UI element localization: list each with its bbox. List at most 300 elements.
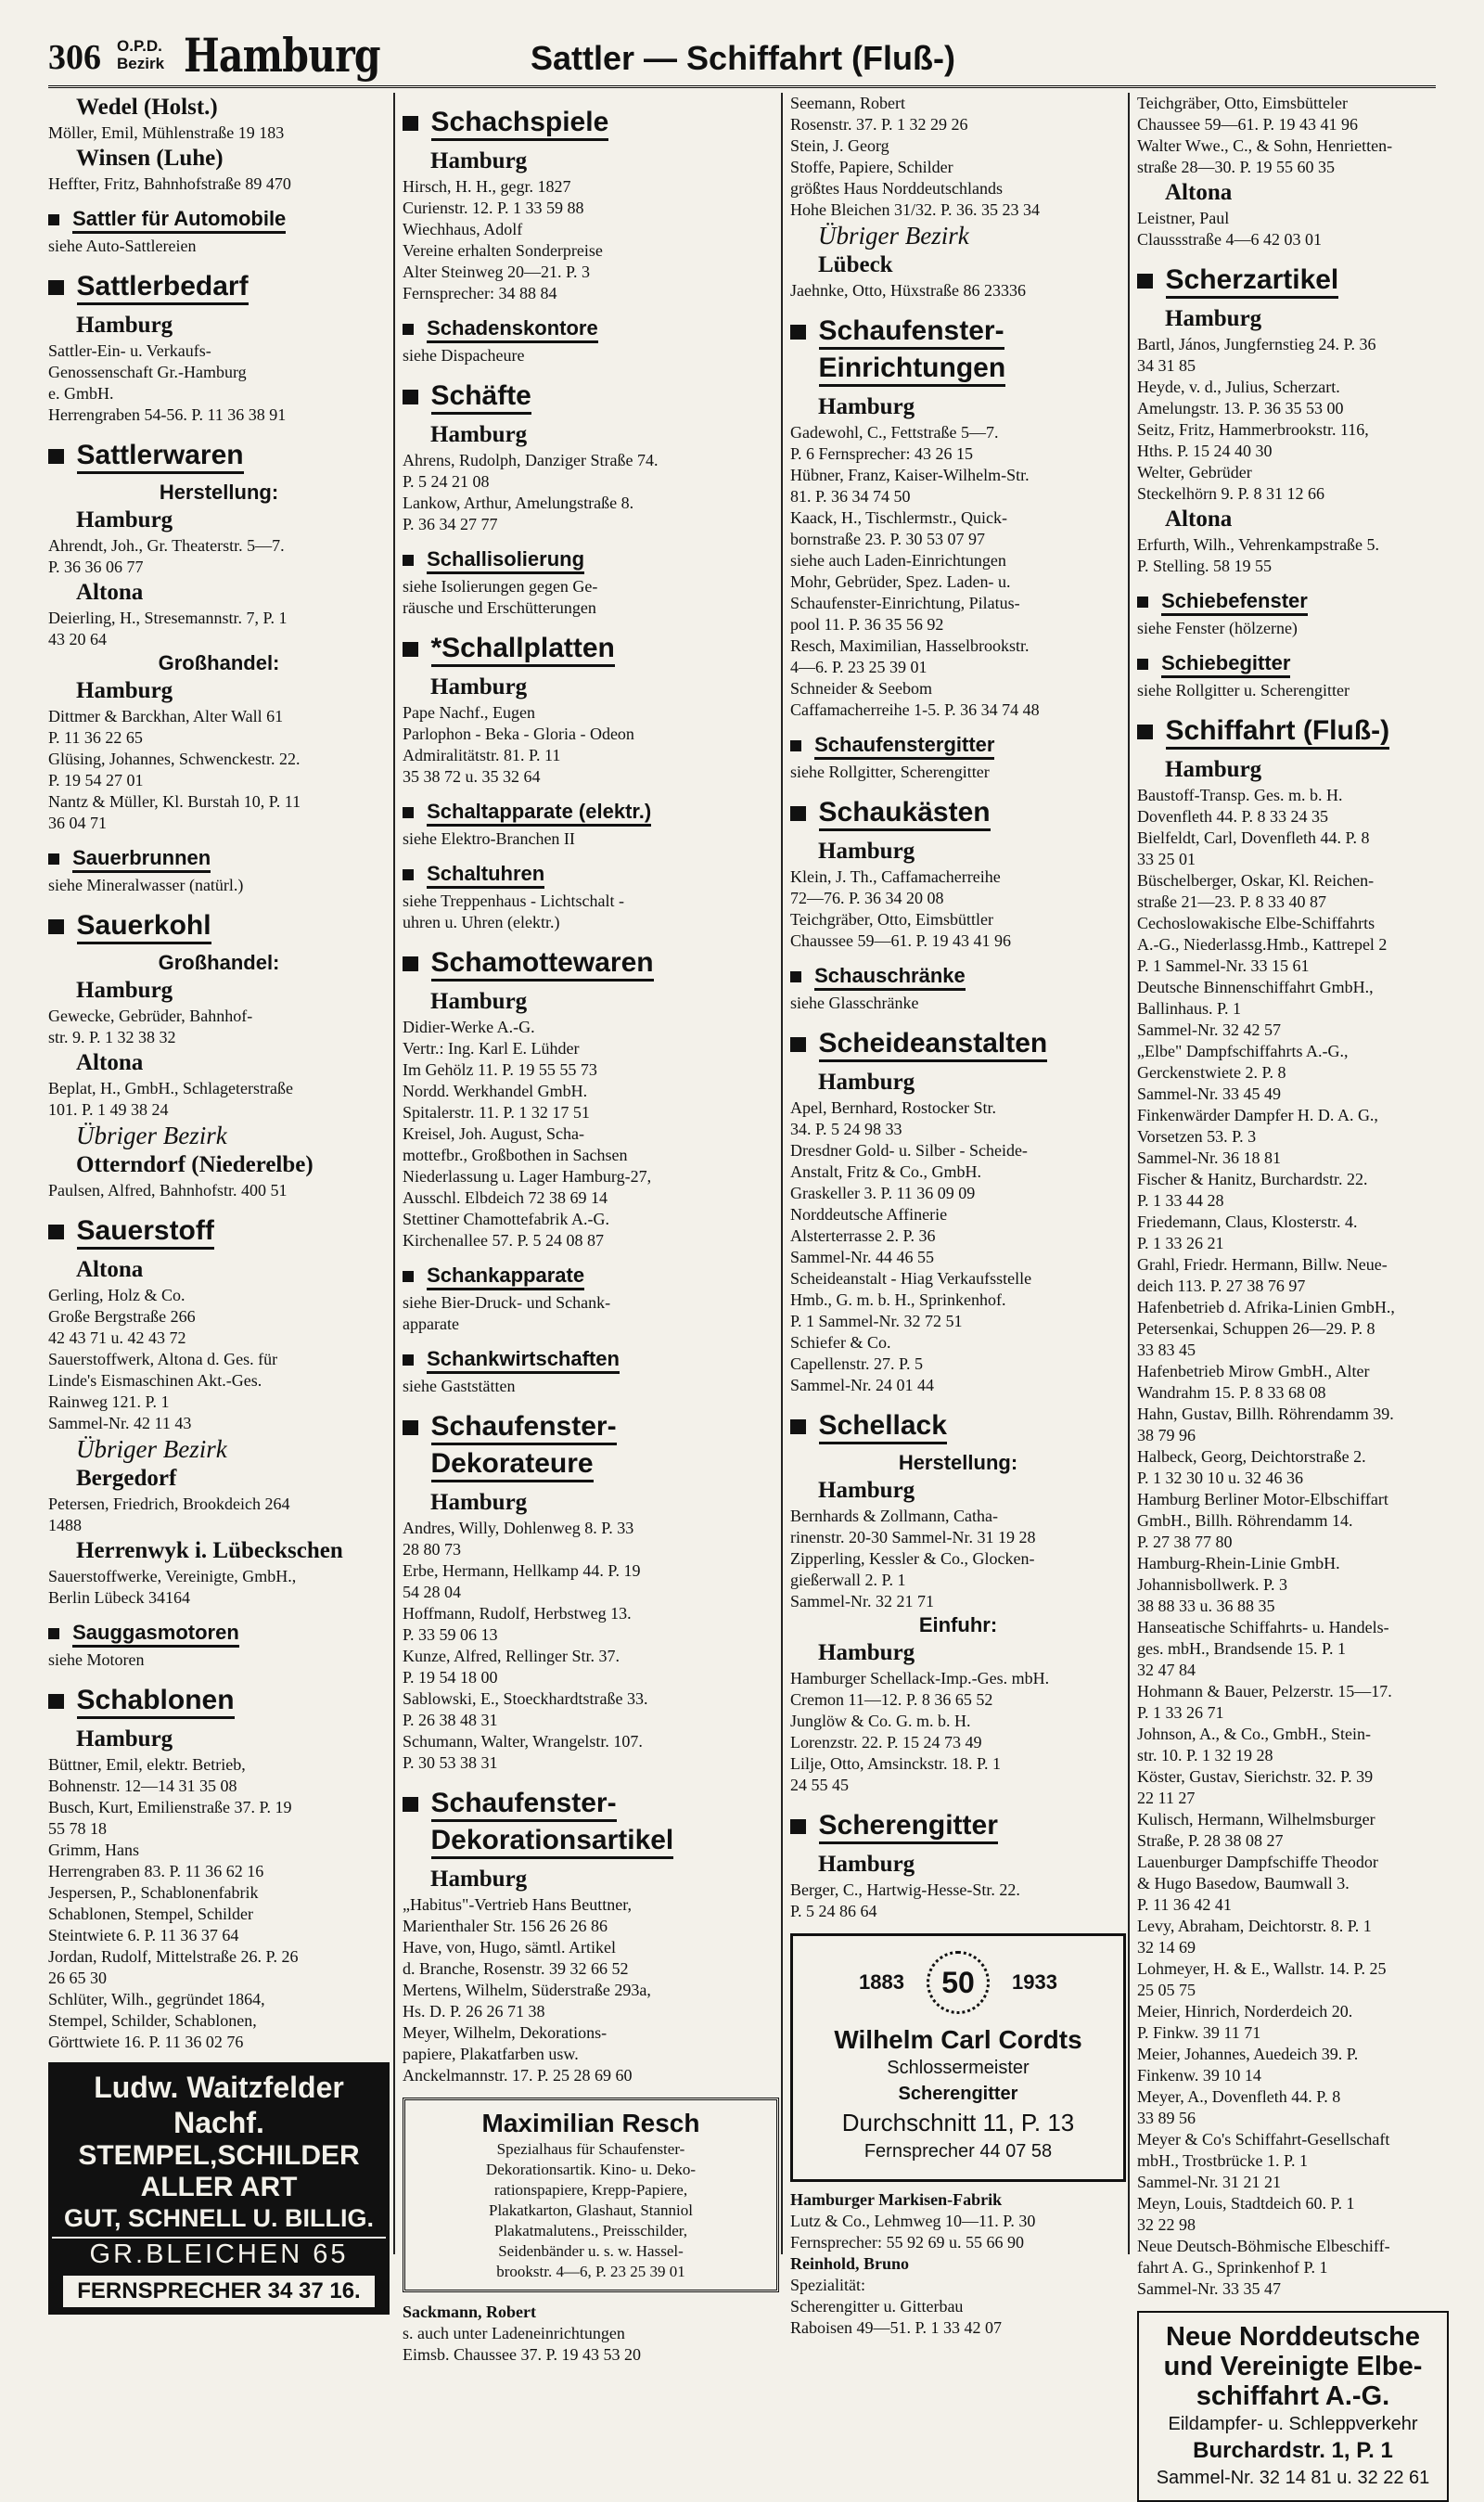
- sub-heading: Herstellung:: [159, 481, 279, 504]
- entry-line: Hohe Bleichen 31/32. P. 36. 35 23 34: [790, 200, 1040, 219]
- entry-line: Petersen, Friedrich, Brookdeich 264: [48, 1495, 290, 1513]
- entry-line: Im Gehölz 11. P. 19 55 55 73: [403, 1060, 597, 1079]
- entry-line: 32 22 98: [1137, 2215, 1196, 2234]
- bullet-square-icon: [403, 1271, 414, 1282]
- entry-line: Scherengitter u. Gitterbau: [790, 2297, 964, 2316]
- entry-line: Sammel-Nr. 36 18 81: [1137, 1148, 1281, 1167]
- entry-line: Halbeck, Georg, Deichtorstraße 2.: [1137, 1447, 1366, 1466]
- entry-line: 42 43 71 u. 42 43 72: [48, 1328, 186, 1347]
- entry-line: Ahrens, Rudolph, Danziger Straße 74.: [403, 451, 659, 469]
- entry-line: Straße, P. 28 38 08 27: [1137, 1831, 1284, 1850]
- entry-line: mottefbr., Großbothen in Sachsen: [403, 1146, 628, 1164]
- location-heading: Hamburg: [430, 1490, 528, 1515]
- entry-line: Sammel-Nr. 32 42 57: [1137, 1020, 1281, 1039]
- entry-line: Dittmer & Barckhan, Alter Wall 61: [48, 707, 284, 725]
- entry-line: P. 1 32 30 10 u. 32 46 36: [1137, 1469, 1304, 1487]
- ad-resch-line: brookstr. 4—6, P. 23 25 39 01: [496, 2263, 685, 2280]
- ad-nde-title3: schiffahrt A.-G.: [1196, 2381, 1390, 2411]
- entry-line: Bernhards & Zollmann, Catha-: [790, 1507, 998, 1525]
- column-2-entries: [403, 106, 779, 2086]
- entry-line: siehe Rollgitter, Scherengitter: [790, 763, 990, 781]
- ad-resch-line: Plakatmalutens., Preisschilder,: [493, 2222, 687, 2239]
- entry-line: P. 5 24 21 08: [403, 472, 490, 491]
- entry-line: Meier, Johannes, Auedeich 39. P.: [1137, 2045, 1359, 2063]
- section-heading-text: Schachspiele: [431, 107, 609, 141]
- entry-line: P. 11 36 22 65: [48, 728, 143, 747]
- entry-line: Hs. D. P. 26 26 71 38: [403, 2002, 545, 2021]
- entry-line: P. 1 33 44 28: [1137, 1191, 1224, 1210]
- ad-waitzfelder-l3: GUT, SCHNELL U. BILLIG.: [63, 2204, 374, 2232]
- ad-nde-service: Eildampfer- u. Schleppverkehr: [1168, 2414, 1418, 2434]
- entry-line: P. 5 24 86 64: [790, 1902, 877, 1920]
- section-heading-text: Schamottewaren: [431, 947, 654, 982]
- column-3-entries: [790, 93, 1126, 1922]
- bullet-square-icon: [403, 1420, 418, 1436]
- section-heading-text: Schaufenstergitter: [814, 733, 994, 760]
- entry-line: bornstraße 23. P. 30 53 07 97: [790, 530, 985, 548]
- ad-cordts-year-end: 1933: [1012, 1970, 1057, 1994]
- location-heading: Hamburg: [1165, 757, 1262, 782]
- entry-line: Kunze, Alfred, Rellinger Str. 37.: [403, 1647, 620, 1665]
- entry-line: Leistner, Paul: [1137, 209, 1230, 227]
- entry-line: Erbe, Hermann, Hellkamp 44. P. 19: [403, 1561, 641, 1580]
- entry-line: Walter Wwe., C., & Sohn, Henrietten-: [1137, 136, 1393, 155]
- entry-line: Gewecke, Gebrüder, Bahnhof-: [48, 1007, 253, 1025]
- entry-line: Didier-Werke A.-G.: [403, 1018, 535, 1036]
- entry-line: 38 79 96: [1137, 1426, 1196, 1444]
- entry-line: Anstalt, Fritz & Co., GmbH.: [790, 1162, 981, 1181]
- entry-line: Jaehnke, Otto, Hüxstraße 86 23336: [790, 281, 1026, 300]
- bullet-square-icon: [1137, 274, 1153, 289]
- entry-line: P. 33 59 06 13: [403, 1625, 498, 1644]
- entry-line: straße 21—23. P. 8 33 40 87: [1137, 892, 1326, 911]
- entry-line: Heffter, Fritz, Bahnhofstraße 89 470: [48, 174, 291, 193]
- entry-line: Fernsprecher: 34 88 84: [403, 284, 557, 302]
- entry-line: Admiralitätstr. 81. P. 11: [403, 746, 561, 764]
- entry-line: siehe Isolierungen gegen Ge-: [403, 577, 598, 596]
- bullet-square-icon: [403, 1797, 418, 1813]
- section-heading: [790, 1027, 1126, 1060]
- ad-resch-line: Spezialhaus für Schaufenster-: [496, 2140, 685, 2158]
- section-heading-text: Schablonen: [77, 1685, 235, 1719]
- entry-line: Schneider & Seebom: [790, 679, 932, 698]
- entry-line: 34. P. 5 24 98 33: [790, 1120, 902, 1138]
- sub-heading: Einfuhr:: [918, 1613, 998, 1636]
- entry-line: Jespersen, P., Schablonenfabrik: [48, 1883, 259, 1902]
- section-heading-text: Schankwirtschaften: [427, 1347, 620, 1374]
- entry-line: 33 89 56: [1137, 2109, 1196, 2127]
- entry-line: P. 6 Fernsprecher: 43 26 15: [790, 444, 973, 463]
- bullet-square-icon: [790, 740, 801, 751]
- entry-line: Stempel, Schilder, Schablonen,: [48, 2011, 257, 2030]
- entry-line: Grimm, Hans: [48, 1841, 139, 1859]
- section-heading-text: Schaltuhren: [427, 862, 544, 889]
- entry-line: 24 55 45: [790, 1776, 849, 1794]
- column-2: [393, 93, 787, 2364]
- entry-line: Hoffmann, Rudolf, Herbstweg 13.: [403, 1604, 632, 1623]
- entry-line: Möller, Emil, Mühlenstraße 19 183: [48, 123, 285, 142]
- section-heading-text: Schiebegitter: [1161, 651, 1290, 678]
- entry-line: Kaack, H., Tischlermstr., Quick-: [790, 508, 1007, 527]
- entry-line: Hafenbetrieb Mirow GmbH., Alter: [1137, 1362, 1370, 1380]
- entry-line: Gadewohl, C., Fettstraße 5—7.: [790, 423, 999, 442]
- entry-line: Meier, Hinrich, Norderdeich 20.: [1137, 2002, 1353, 2021]
- ad-resch-line: Seidenbänder u. s. w. Hassel-: [498, 2242, 684, 2260]
- entry-line: Ballinhaus. P. 1: [1137, 999, 1242, 1018]
- ad-resch-line: Plakatkarton, Glashaut, Stanniol: [488, 2201, 694, 2219]
- entry-line: Hohmann & Bauer, Pelzerstr. 15—17.: [1137, 1682, 1392, 1700]
- location-heading: Hamburg: [818, 839, 915, 864]
- entry-line: Schaufenster-Einrichtung, Pilatus-: [790, 594, 1020, 612]
- entry-line: Lorenzstr. 22. P. 15 24 73 49: [790, 1733, 982, 1751]
- section-heading-text: Scherzartikel: [1166, 264, 1339, 299]
- entry-line: siehe Rollgitter u. Scherengitter: [1137, 681, 1350, 699]
- bullet-square-icon: [48, 919, 64, 935]
- entry-line: Lilje, Otto, Amsinckstr. 18. P. 1: [790, 1754, 1002, 1773]
- entry-line: größtes Haus Norddeutschlands: [790, 179, 1003, 198]
- entry-line: Sammel-Nr. 44 46 55: [790, 1248, 934, 1266]
- location-heading: Hamburg: [76, 507, 173, 532]
- section-heading: [48, 270, 390, 303]
- section-heading-text: Schallisolierung: [427, 547, 584, 574]
- opd-line1: O.P.D.: [117, 37, 162, 55]
- bullet-square-icon: [790, 1819, 806, 1835]
- entry-line: Jordan, Rudolf, Mittelstraße 26. P. 26: [48, 1947, 299, 1966]
- section-heading-text: Dekorateure: [431, 1448, 594, 1482]
- location-heading: Hamburg: [430, 674, 528, 699]
- district-heading: Übriger Bezirk: [76, 1435, 227, 1463]
- location-heading: Hamburg: [430, 989, 528, 1014]
- entry-line: A.-G., Niederlassg.Hmb., Kattrepel 2: [1137, 935, 1388, 954]
- entry-line: Andres, Willy, Dohlenweg 8. P. 33: [403, 1519, 634, 1537]
- ad-cordts-year-start: 1883: [859, 1970, 904, 1994]
- page-header: [48, 28, 1436, 88]
- section-heading: [403, 106, 779, 139]
- section-heading: [403, 1263, 779, 1289]
- entry-line: Sauerstoffwerke, Vereinigte, GmbH.,: [48, 1567, 297, 1585]
- location-heading: Hamburg: [818, 1070, 915, 1095]
- section-heading-text: Sauggasmotoren: [72, 1621, 239, 1648]
- entry-line: Herrengraben 54-56. P. 11 36 38 91: [48, 405, 287, 424]
- entry-line: 33 25 01: [1137, 850, 1196, 868]
- entry-line: Reinhold, Bruno: [790, 2254, 910, 2273]
- entry-line: 34 31 85: [1137, 356, 1196, 375]
- entry-line: rinenstr. 20-30 Sammel-Nr. 31 19 28: [790, 1528, 1036, 1546]
- entry-line: Kreisel, Joh. August, Scha-: [403, 1124, 584, 1143]
- entry-line: e. GmbH.: [48, 384, 114, 403]
- entry-line: Hmb., G. m. b. H., Sprinkenhof.: [790, 1290, 1006, 1309]
- entry-line: Schumann, Walter, Wrangelstr. 107.: [403, 1732, 643, 1751]
- entry-line: siehe Elektro-Branchen II: [403, 829, 575, 848]
- section-heading: [403, 1447, 779, 1481]
- entry-line: Hamburg-Rhein-Linie GmbH.: [1137, 1554, 1340, 1572]
- entry-line: Niederlassung u. Lager Hamburg-27,: [403, 1167, 652, 1186]
- section-heading-text: Scheideanstalten: [819, 1028, 1048, 1062]
- section-heading: [403, 1346, 779, 1372]
- section-heading-text: Schäfte: [431, 380, 531, 415]
- entry-line: Cremon 11—12. P. 8 36 65 52: [790, 1690, 993, 1709]
- district-heading: Übriger Bezirk: [76, 1122, 227, 1149]
- section-heading: [403, 632, 779, 665]
- entry-line: Hths. P. 15 24 40 30: [1137, 442, 1273, 460]
- bullet-square-icon: [48, 449, 64, 465]
- section-heading: [790, 1809, 1126, 1842]
- entry-line: Deutsche Binnenschiffahrt GmbH.,: [1137, 978, 1374, 996]
- section-heading: [48, 909, 390, 943]
- entry-line: Dresdner Gold- u. Silber - Scheide-: [790, 1141, 1028, 1160]
- entry-line: apparate: [403, 1315, 459, 1333]
- column-1-entries: [48, 93, 390, 2053]
- entry-line: Anckelmannstr. 17. P. 25 28 69 60: [403, 2066, 633, 2085]
- entry-line: uhren u. Uhren (elektr.): [403, 913, 560, 931]
- ad-cordts-spec: Scherengitter: [898, 2084, 1018, 2104]
- entry-line: Kirchenallee 57. P. 5 24 08 87: [403, 1231, 604, 1250]
- entry-line: str. 9. P. 1 32 38 32: [48, 1028, 176, 1046]
- entry-line: Baustoff-Transp. Ges. m. b. H.: [1137, 786, 1343, 804]
- entry-line: d. Branche, Rosenstr. 39 32 66 52: [403, 1959, 629, 1978]
- bullet-square-icon: [48, 1225, 64, 1240]
- bullet-square-icon: [790, 325, 806, 340]
- entry-line: Meyer, A., Dovenfleth 44. P. 8: [1137, 2087, 1341, 2106]
- entry-line: Spezialität:: [790, 2276, 865, 2294]
- ad-waitzfelder-l2: STEMPEL,SCHILDER ALLER ART: [78, 2140, 360, 2202]
- entry-line: Schlüter, Wilh., gegründet 1864,: [48, 1990, 265, 2008]
- section-heading-text: Schiffahrt (Fluß-): [1166, 715, 1390, 750]
- entry-line: Chaussee 59—61. P. 19 43 41 96: [1137, 115, 1358, 134]
- entry-line: siehe Auto-Sattlereien: [48, 237, 197, 255]
- entry-line: 28 80 73: [403, 1540, 461, 1559]
- ad-cordts: [790, 1933, 1126, 2182]
- section-heading-text: Schiebefenster: [1161, 589, 1308, 616]
- entry-line: 35 38 72 u. 35 32 64: [403, 767, 541, 786]
- section-heading: [403, 379, 779, 413]
- entry-line: Sammel-Nr. 24 01 44: [790, 1376, 934, 1394]
- section-heading: [403, 1410, 779, 1443]
- entry-line: pool 11. P. 36 35 56 92: [790, 615, 944, 634]
- entry-line: 25 05 75: [1137, 1981, 1196, 1999]
- bullet-square-icon: [790, 1037, 806, 1053]
- entry-line: Meyer & Co's Schiffahrt-Gesellschaft: [1137, 2130, 1390, 2149]
- entry-line: Hanseatische Schiffahrts- u. Handels-: [1137, 1618, 1389, 1636]
- entry-line: Kulisch, Hermann, Wilhelmsburger: [1137, 1810, 1375, 1828]
- ad-waitzfelder-l5: FERNSPRECHER 34 37 16.: [63, 2276, 375, 2307]
- bullet-square-icon: [403, 1354, 414, 1366]
- entry-line: Amelungstr. 13. P. 36 35 53 00: [1137, 399, 1344, 417]
- entry-line: Welter, Gebrüder: [1137, 463, 1252, 481]
- entry-line: Hübner, Franz, Kaiser-Wilhelm-Str.: [790, 466, 1030, 484]
- entry-line: str. 10. P. 1 32 19 28: [1137, 1746, 1273, 1764]
- section-heading: [1137, 650, 1449, 676]
- location-heading: Hamburg: [818, 1640, 915, 1665]
- entry-line: 33 83 45: [1137, 1341, 1196, 1359]
- entry-line: siehe Fenster (hölzerne): [1137, 619, 1298, 637]
- location-heading: Herrenwyk i. Lübeckschen: [76, 1538, 343, 1563]
- entry-line: Linde's Eismaschinen Akt.-Ges.: [48, 1371, 262, 1390]
- entry-line: Paulsen, Alfred, Bahnhofstr. 400 51: [48, 1181, 288, 1200]
- ad-waitzfelder-l1: Ludw. Waitzfelder Nachf.: [94, 2071, 344, 2139]
- entry-line: fahrt A. G., Sprinkenhof P. 1: [1137, 2258, 1328, 2277]
- bullet-square-icon: [403, 956, 418, 972]
- entry-line: Mertens, Wilhelm, Süderstraße 293a,: [403, 1981, 651, 1999]
- entry-line: P. 19 54 27 01: [48, 771, 144, 789]
- section-heading-text: Schaufenster-: [431, 1411, 617, 1445]
- entry-line: 43 20 64: [48, 630, 107, 648]
- entry-line: Vorsetzen 53. P. 3: [1137, 1127, 1257, 1146]
- location-heading: Hamburg: [76, 1726, 173, 1751]
- sub-heading: Großhandel:: [158, 951, 280, 974]
- location-heading: Hamburg: [76, 978, 173, 1003]
- location-heading: Hamburg: [1165, 306, 1262, 331]
- section-heading-text: Schaltapparate (elektr.): [427, 800, 651, 827]
- entry-line: Levy, Abraham, Deichtorstr. 8. P. 1: [1137, 1917, 1372, 1935]
- section-heading-text: Schadenskontore: [427, 316, 598, 343]
- column-4: [1128, 93, 1449, 2488]
- entry-line: straße 28—30. P. 19 55 60 35: [1137, 158, 1335, 176]
- entry-line: Spitalerstr. 11. P. 1 32 17 51: [403, 1103, 590, 1122]
- entry-line: Deierling, H., Stresemannstr. 7, P. 1: [48, 609, 288, 627]
- entry-line: 72—76. P. 36 34 20 08: [790, 889, 944, 907]
- sub-heading: Herstellung:: [898, 1451, 1018, 1474]
- entry-line: siehe Gaststätten: [403, 1377, 516, 1395]
- entry-line: Sammel-Nr. 32 21 71: [790, 1592, 934, 1610]
- entry-line: siehe Motoren: [48, 1650, 145, 1669]
- ad-resch-line: Dekorationsartik. Kino- u. Deko-: [485, 2161, 697, 2178]
- section-heading-text: Schellack: [819, 1410, 947, 1444]
- section-heading: [790, 314, 1126, 348]
- entry-line: Nordd. Werkhandel GmbH.: [403, 1082, 588, 1100]
- bullet-square-icon: [48, 214, 59, 225]
- section-heading-text: Schauschränke: [814, 964, 966, 991]
- entry-line: Seitz, Fritz, Hammerbrookstr. 116,: [1137, 420, 1369, 439]
- location-heading: Hamburg: [430, 148, 528, 173]
- bullet-square-icon: [48, 853, 59, 865]
- entry-line: ges. mbH., Brandsende 15. P. 1: [1137, 1639, 1346, 1658]
- entry-line: Nantz & Müller, Kl. Burstah 10, P. 11: [48, 792, 301, 811]
- entry-line: P. 26 38 48 31: [403, 1711, 498, 1729]
- section-heading: [790, 1409, 1126, 1443]
- entry-line: Lankow, Arthur, Amelungstraße 8.: [403, 494, 634, 512]
- entry-line: 32 47 84: [1137, 1661, 1196, 1679]
- header-range: Sattler — Schiffahrt (Fluß-): [531, 39, 955, 77]
- entry-line: Graskeller 3. P. 11 36 09 09: [790, 1184, 976, 1202]
- entry-line: Gerckenstwiete 2. P. 8: [1137, 1063, 1286, 1082]
- bullet-square-icon: [790, 1419, 806, 1435]
- sackmann-entry: [403, 2302, 779, 2366]
- entry-line: Grahl, Friedr. Hermann, Billw. Neue-: [1137, 1255, 1388, 1274]
- columns: [48, 93, 1439, 2488]
- entry-line: Dovenfleth 44. P. 8 33 24 35: [1137, 807, 1328, 826]
- entry-line: Eimsb. Chaussee 37. P. 19 43 53 20: [403, 2345, 642, 2364]
- bullet-square-icon: [403, 642, 418, 658]
- section-heading-text: Sauerkohl: [77, 910, 211, 944]
- entry-line: 32 14 69: [1137, 1938, 1196, 1957]
- entry-line: deich 113. P. 27 38 76 97: [1137, 1277, 1306, 1295]
- section-heading-text: Sattler für Automobile: [72, 207, 286, 234]
- bullet-square-icon: [48, 280, 64, 296]
- entry-line: räusche und Erschütterungen: [403, 598, 596, 617]
- entry-line: 26 65 30: [48, 1969, 107, 1987]
- entry-line: Rosenstr. 37. P. 1 32 29 26: [790, 115, 968, 134]
- section-heading: [403, 1787, 779, 1820]
- entry-line: Chaussee 59—61. P. 19 43 41 96: [790, 931, 1011, 950]
- section-heading: [403, 315, 779, 341]
- ad-nde-phone: Sammel-Nr. 32 14 81 u. 32 22 61: [1156, 2468, 1430, 2488]
- section-heading-text: Sattlerbedarf: [77, 271, 249, 305]
- section-heading-text: Sauerstoff: [77, 1215, 214, 1250]
- entry-line: Genossenschaft Gr.-Hamburg: [48, 363, 247, 381]
- entry-line: Fernsprecher: 55 92 69 u. 55 66 90: [790, 2233, 1024, 2252]
- entry-line: Johnson, A., & Co., GmbH., Stein-: [1137, 1725, 1372, 1743]
- page-number: 306: [48, 38, 101, 77]
- location-heading: Hamburg: [76, 313, 173, 338]
- entry-line: P. 1 33 26 71: [1137, 1703, 1224, 1722]
- section-heading: [403, 1824, 779, 1857]
- entry-line: Mohr, Gebrüder, Spez. Laden- u.: [790, 572, 1011, 591]
- location-heading: Hamburg: [818, 1852, 915, 1877]
- entry-line: P. 1 33 26 21: [1137, 1234, 1224, 1252]
- entry-line: 81. P. 36 34 74 50: [790, 487, 911, 506]
- entry-line: siehe Glasschränke: [790, 994, 919, 1012]
- bullet-square-icon: [403, 807, 414, 818]
- entry-line: 36 04 71: [48, 814, 107, 832]
- column-4-entries: [1137, 93, 1449, 2300]
- location-heading: Hamburg: [818, 394, 915, 419]
- section-heading: [1137, 714, 1449, 748]
- entry-line: Apel, Bernhard, Rostocker Str.: [790, 1098, 996, 1117]
- entry-line: Hirsch, H. H., gegr. 1827: [403, 177, 571, 196]
- entry-line: Norddeutsche Affinerie: [790, 1205, 948, 1224]
- entry-line: P. Stelling. 58 19 55: [1137, 557, 1273, 575]
- entry-line: Sammel-Nr. 33 45 49: [1137, 1084, 1281, 1103]
- ad-resch-line: rationspapiere, Krepp-Papiere,: [493, 2181, 688, 2199]
- bullet-square-icon: [48, 1628, 59, 1639]
- entry-line: Have, von, Hugo, sämtl. Artikel: [403, 1938, 616, 1957]
- entry-line: Herrengraben 83. P. 11 36 62 16: [48, 1862, 264, 1880]
- entry-line: Capellenstr. 27. P. 5: [790, 1354, 923, 1373]
- entry-line: Claussstraße 4—6 42 03 01: [1137, 230, 1322, 249]
- entry-line: Lauenburger Dampfschiffe Theodor: [1137, 1853, 1378, 1871]
- section-heading: [1137, 588, 1449, 614]
- entry-line: Teichgräber, Otto, Eimsbüttler: [790, 910, 993, 929]
- location-heading: Hamburg: [818, 1478, 915, 1503]
- section-heading: [48, 1620, 390, 1646]
- bullet-square-icon: [403, 324, 414, 335]
- section-heading-text: Schankapparate: [427, 1264, 584, 1290]
- entry-line: Pape Nachf., Eugen: [403, 703, 535, 722]
- markisen-entry: [790, 2189, 1126, 2339]
- entry-line: Erfurth, Wilh., Vehrenkampstraße 5.: [1137, 535, 1380, 554]
- entry-line: Schablonen, Stempel, Schilder: [48, 1905, 253, 1923]
- entry-line: siehe Mineralwasser (natürl.): [48, 876, 244, 894]
- section-heading-text: Sauerbrunnen: [72, 846, 211, 873]
- entry-line: Zipperling, Kessler & Co., Glocken-: [790, 1549, 1035, 1568]
- entry-line: Lohmeyer, H. & E., Wallstr. 14. P. 25: [1137, 1959, 1387, 1978]
- section-heading-text: Einrichtungen: [819, 353, 1006, 387]
- bullet-square-icon: [403, 869, 414, 880]
- location-heading: Hamburg: [76, 678, 173, 703]
- entry-line: 54 28 04: [403, 1583, 461, 1601]
- entry-line: P. 36 36 06 77: [48, 558, 144, 576]
- entry-line: s. auch unter Ladeneinrichtungen: [403, 2324, 625, 2342]
- entry-line: Lutz & Co., Lehmweg 10—11. P. 30: [790, 2212, 1036, 2230]
- ad-nde-address: Burchardstr. 1, P. 1: [1193, 2438, 1393, 2463]
- section-heading: [48, 845, 390, 871]
- ad-resch: [403, 2098, 779, 2292]
- entry-line: Sauerstoffwerk, Altona d. Ges. für: [48, 1350, 278, 1368]
- entry-line: Stein, J. Georg: [790, 136, 889, 155]
- location-heading: Bergedorf: [76, 1466, 177, 1491]
- entry-line: Stettiner Chamottefabrik A.-G.: [403, 1210, 609, 1228]
